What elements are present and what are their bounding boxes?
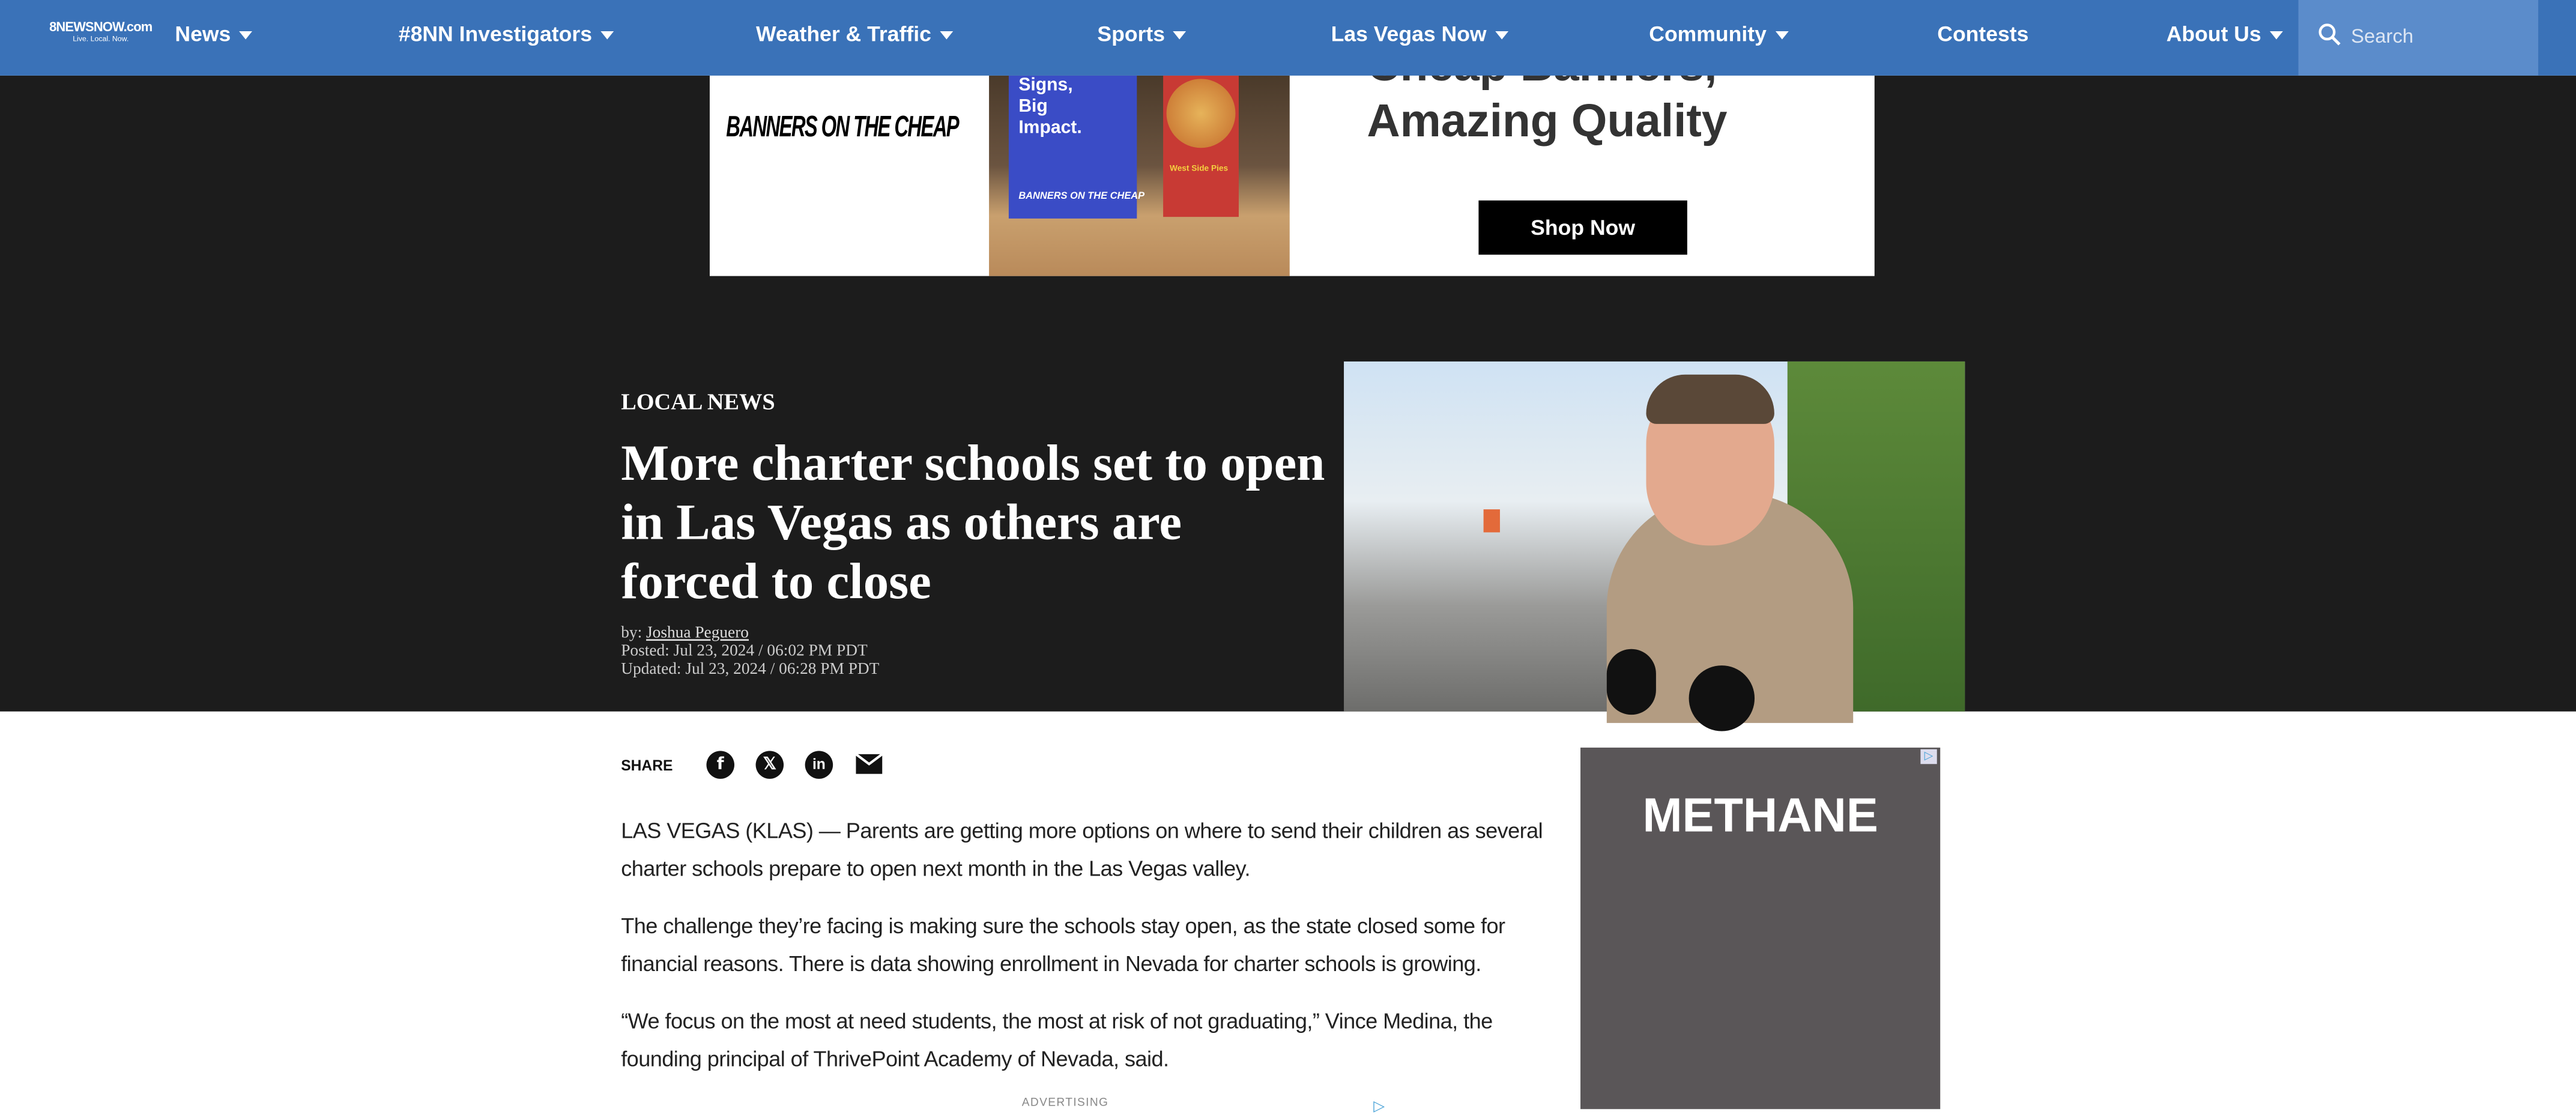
hero-person-hair	[1646, 375, 1774, 424]
nav-label: About Us	[2166, 21, 2261, 46]
ad-choices-icon[interactable]: ▷	[1373, 1097, 1385, 1115]
shop-now-button[interactable]: Shop Now	[1478, 201, 1687, 255]
hero-banner	[1484, 509, 1500, 532]
ad-brand-logo: BANNERS ON THE CHEAP	[726, 109, 959, 144]
ad-image	[989, 76, 1290, 276]
article-paragraph: “We focus on the most at need students, the most at risk of not graduating,” Vince Medina, the founding principal of ThrivePoint Academy of Nevada, said.	[621, 1008, 1493, 1071]
article-hero-image	[1344, 362, 1965, 712]
author-link[interactable]: Joshua Peguero	[646, 624, 749, 643]
ad-image-sign-blue	[1009, 75, 1145, 219]
logo-text: 8NEWSNOW.com	[49, 19, 153, 35]
nav-investigators[interactable]	[399, 0, 614, 69]
nav-label: Contests	[1937, 21, 2029, 46]
pizza-image	[1167, 79, 1236, 148]
nav-label: #8NN Investigators	[398, 21, 593, 46]
search-input[interactable]	[2348, 20, 2535, 53]
x-share-icon[interactable]: 𝕏	[756, 751, 784, 779]
nav-community[interactable]	[1649, 0, 1788, 69]
chevron-down-icon	[1173, 31, 1187, 40]
search-box[interactable]	[2299, 0, 2538, 76]
article-body	[621, 812, 1558, 1117]
chevron-down-icon	[2269, 31, 2282, 40]
chevron-down-icon	[1495, 31, 1508, 40]
email-share-icon[interactable]	[856, 754, 882, 774]
linkedin-share-icon[interactable]: in	[805, 751, 833, 779]
nav-label: Weather & Traffic	[755, 21, 931, 46]
share-label: SHARE	[621, 757, 673, 774]
hero-microphone	[1689, 665, 1755, 731]
nav-sports[interactable]	[1097, 0, 1186, 69]
updated-date: Updated: Jul 23, 2024 / 06:28 PM PDT	[621, 660, 880, 679]
top-nav	[0, 0, 2576, 76]
nav-label: Sports	[1097, 21, 1166, 46]
by-label: by:	[621, 624, 642, 643]
search-icon	[2318, 23, 2341, 46]
ad-image-brand: BANNERS ON THE CHEAP	[1018, 192, 1145, 202]
nav-contests[interactable]	[1937, 0, 2028, 69]
site-logo[interactable]	[49, 20, 152, 43]
hero-microphone	[1607, 649, 1656, 715]
ad-choices-icon[interactable]: ▷	[1920, 749, 1937, 764]
byline	[621, 625, 1327, 679]
nav-label: Las Vegas Now	[1331, 21, 1487, 46]
article-title: More charter schools set to open in Las Vegas as others are forced to close	[621, 434, 1325, 610]
inline-ad-header	[621, 1098, 1558, 1117]
nav-weather-traffic[interactable]	[756, 0, 952, 69]
chevron-down-icon	[1775, 31, 1788, 40]
side-ad[interactable]	[1580, 748, 1940, 1109]
nav-label: News	[175, 21, 231, 46]
article-category[interactable]: LOCAL NEWS	[621, 391, 775, 416]
chevron-down-icon	[600, 31, 614, 40]
ad-headline: Amazing Quality	[1367, 95, 1728, 147]
chevron-down-icon	[239, 31, 252, 40]
nav-news[interactable]	[175, 0, 252, 69]
ad-image-sign-red	[1163, 76, 1239, 217]
top-banner-ad[interactable]	[710, 76, 1875, 276]
logo-tagline: Live. Local. Now.	[73, 34, 129, 43]
chevron-down-icon	[940, 31, 953, 40]
article-paragraph: LAS VEGAS (KLAS) — Parents are getting more options on where to send their children as several charter schools prepare to open next month in the Las Vegas valley.	[621, 818, 1543, 881]
side-ad-text: METHANE	[1642, 790, 1878, 843]
facebook-share-icon[interactable]: f	[706, 751, 734, 779]
nav-about-us[interactable]	[2166, 0, 2283, 69]
ad-image-text: Signs, Big Impact.	[1018, 75, 1082, 138]
posted-date: Posted: Jul 23, 2024 / 06:02 PM PDT	[621, 642, 868, 661]
ad-image-sign-text: West Side Pies	[1170, 164, 1229, 175]
nav-las-vegas-now[interactable]	[1331, 0, 1508, 69]
advertising-label: ADVERTISING	[1021, 1097, 1109, 1109]
nav-label: Community	[1649, 21, 1767, 46]
article-header	[621, 391, 1327, 679]
article-paragraph: The challenge they’re facing is making sure the schools stay open, as the state closed some for financial reasons. There is data showing enrollment in Nevada for charter schools is growing.	[621, 913, 1505, 976]
